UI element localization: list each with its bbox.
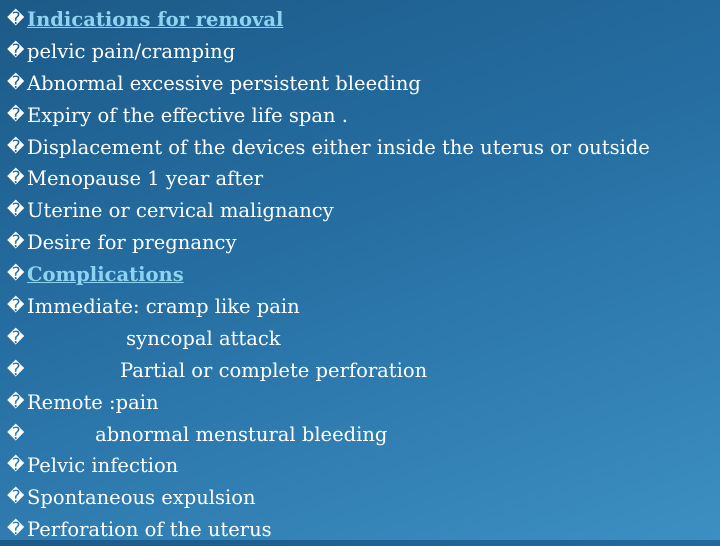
bullet-icon: � xyxy=(7,487,25,508)
list-item-text: Desire for pregnancy xyxy=(27,231,237,255)
list-item xyxy=(7,163,713,195)
list-item xyxy=(7,355,713,387)
bullet-icon: � xyxy=(7,264,25,285)
list-item-text: Immediate: cramp like pain xyxy=(27,295,300,319)
list-item-text: Indications for removal xyxy=(27,8,284,31)
bullet-icon: � xyxy=(7,327,25,348)
bullet-icon: � xyxy=(7,9,25,29)
list-item xyxy=(7,195,713,227)
list-item-text: Menopause 1 year after xyxy=(27,167,264,191)
list-item xyxy=(7,450,713,482)
list-item xyxy=(7,100,713,132)
bullet-icon: � xyxy=(7,455,25,476)
list-item-text: Abnormal excessive persistent bleeding xyxy=(27,71,421,95)
list-item xyxy=(7,68,713,100)
bullet-icon: � xyxy=(7,40,25,61)
bullet-icon: � xyxy=(7,72,25,93)
list-item-text: Remote :pain xyxy=(27,390,159,414)
list-item-text: Pelvic infection xyxy=(27,454,179,478)
list-item-text: Spontaneous expulsion xyxy=(27,486,256,510)
bullet-icon: � xyxy=(7,232,25,253)
list-item xyxy=(7,482,713,514)
bullet-icon: � xyxy=(7,136,25,157)
bullet-list xyxy=(7,4,713,546)
list-item xyxy=(7,36,713,68)
list-item xyxy=(7,227,713,259)
list-item xyxy=(7,291,713,323)
list-item-text: pelvic pain/cramping xyxy=(27,39,236,63)
bullet-icon: � xyxy=(7,104,25,125)
list-item-text: abnormal menstural bleeding xyxy=(27,422,388,446)
bullet-icon: � xyxy=(7,200,25,221)
list-item-text: syncopal attack xyxy=(27,326,281,350)
bullet-icon: � xyxy=(7,423,25,444)
list-item xyxy=(7,514,713,546)
list-item-text: Partial or complete perforation xyxy=(27,358,428,382)
list-item-text: Displacement of the devices either inside the uterus or outside xyxy=(27,135,650,159)
list-item-text: Complications xyxy=(27,263,184,287)
list-item-heading xyxy=(7,4,713,36)
list-item xyxy=(7,419,713,451)
list-item-heading xyxy=(7,259,713,291)
list-item xyxy=(7,387,713,419)
list-item xyxy=(7,132,713,164)
list-item-text: Perforation of the uterus xyxy=(27,518,272,542)
list-item-text: Expiry of the effective life span . xyxy=(27,103,348,127)
list-item xyxy=(7,323,713,355)
bullet-icon: � xyxy=(7,296,25,317)
bullet-icon: � xyxy=(7,168,25,189)
bullet-icon: � xyxy=(7,391,25,412)
list-item-text: Uterine or cervical malignancy xyxy=(27,199,334,223)
bullet-icon: � xyxy=(7,359,25,380)
bullet-icon: � xyxy=(7,519,25,540)
